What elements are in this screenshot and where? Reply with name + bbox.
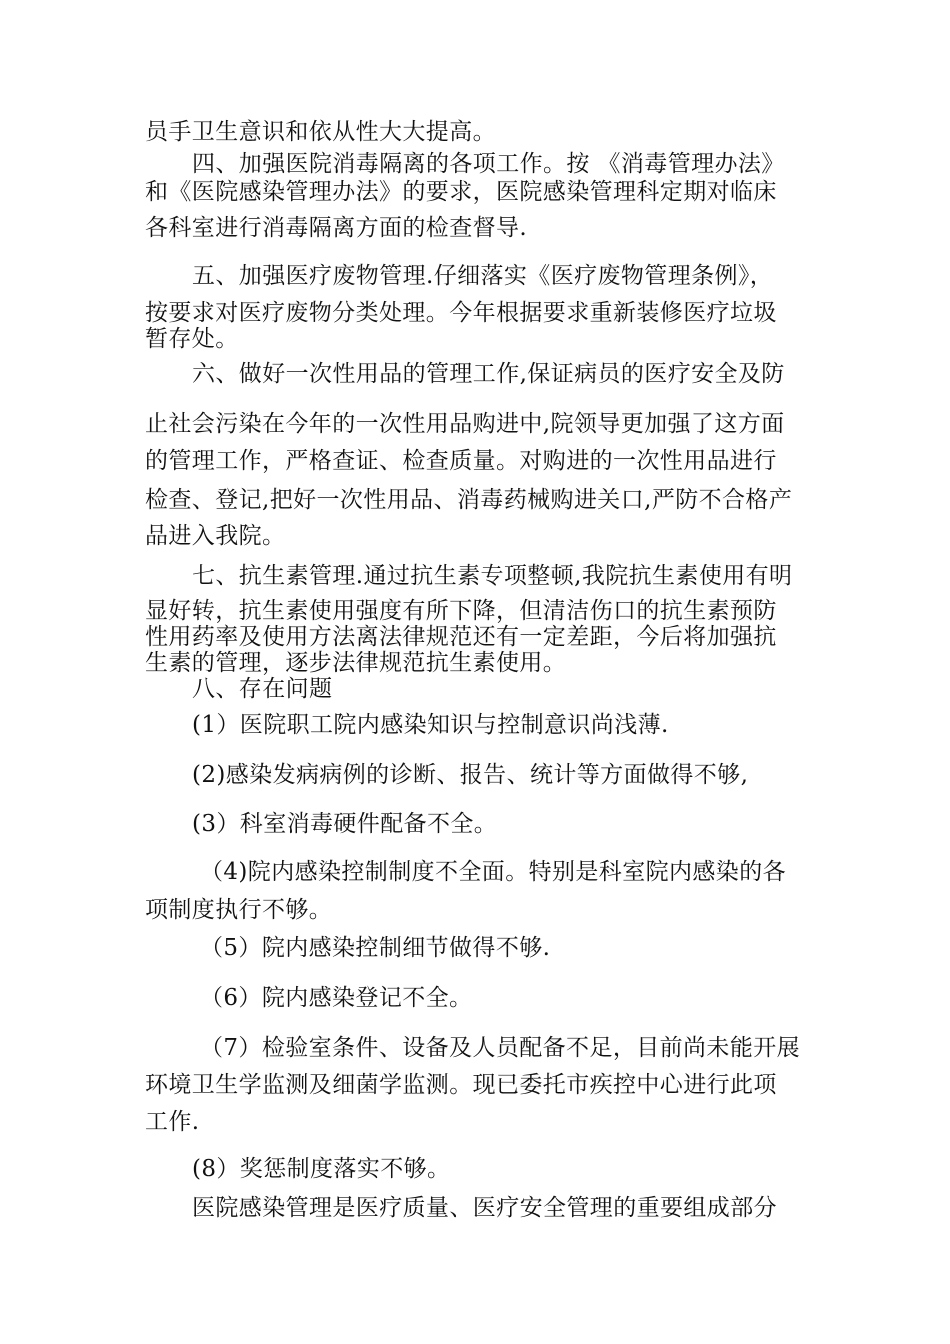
text-line: 性用药率及使用方法离法律规范还有一定差距，今后将加强抗: [145, 624, 777, 650]
text-line: (2)感染发病病例的诊断、报告、统计等方面做得不够,: [192, 762, 749, 788]
text-line: 医院感染管理是医疗质量、医疗安全管理的重要组成部分: [192, 1195, 777, 1221]
text-line: 八、存在问题: [192, 676, 333, 702]
text-line: （5）院内感染控制细节做得不够.: [200, 935, 551, 961]
text-line: 生素的管理，逐步法律规范抗生素使用。: [145, 650, 567, 676]
text-line: 显好转，抗生素使用强度有所下降，但清洁伤口的抗生素预防: [145, 598, 777, 624]
text-line: 暂存处。: [145, 326, 239, 352]
text-line: 品进入我院。: [145, 523, 286, 549]
text-line: 四、加强医院消毒隔离的各项工作。按 《消毒管理办法》: [192, 151, 785, 177]
text-line: （4)院内感染控制制度不全面。特别是科室院内感染的各: [200, 859, 787, 885]
text-line: （6）院内感染登记不全。: [200, 985, 473, 1011]
text-line: 的管理工作，严格查证、检查质量。对购进的一次性用品进行: [145, 448, 777, 474]
text-line: (3）科室消毒硬件配备不全。: [192, 811, 498, 837]
text-line: 五、加强医疗废物管理.仔细落实《医疗废物管理条例》，: [192, 263, 774, 289]
text-line: (8）奖惩制度落实不够。: [192, 1156, 451, 1182]
text-line: 检查、登记,把好一次性用品、消毒药械购进关口,严防不合格产: [145, 487, 793, 513]
text-line: 按要求对医疗废物分类处理。今年根据要求重新装修医疗垃圾: [145, 300, 777, 326]
text-line: 止社会污染在今年的一次性用品购进中,院领导更加强了这方面: [145, 411, 785, 437]
text-line: 工作.: [145, 1109, 200, 1135]
text-line: 环境卫生学监测及细菌学监测。现已委托市疾控中心进行此项: [145, 1072, 777, 1098]
text-line: 七、抗生素管理.通过抗生素专项整顿,我院抗生素使用有明: [192, 563, 793, 589]
text-line: 项制度执行不够。: [145, 897, 333, 923]
text-line: （7）检验室条件、设备及人员配备不足，目前尚未能开展: [200, 1035, 801, 1061]
text-line: 各科室进行消毒隔离方面的检查督导.: [145, 215, 528, 241]
text-line: (1）医院职工院内感染知识与控制意识尚浅薄.: [192, 712, 669, 738]
text-line: 员手卫生意识和依从性大大提高。: [145, 119, 496, 145]
text-line: 六、做好一次性用品的管理工作,保证病员的医疗安全及防: [192, 361, 785, 387]
text-line: 和《医院感染管理办法》的要求，医院感染管理科定期对临床: [145, 179, 777, 205]
